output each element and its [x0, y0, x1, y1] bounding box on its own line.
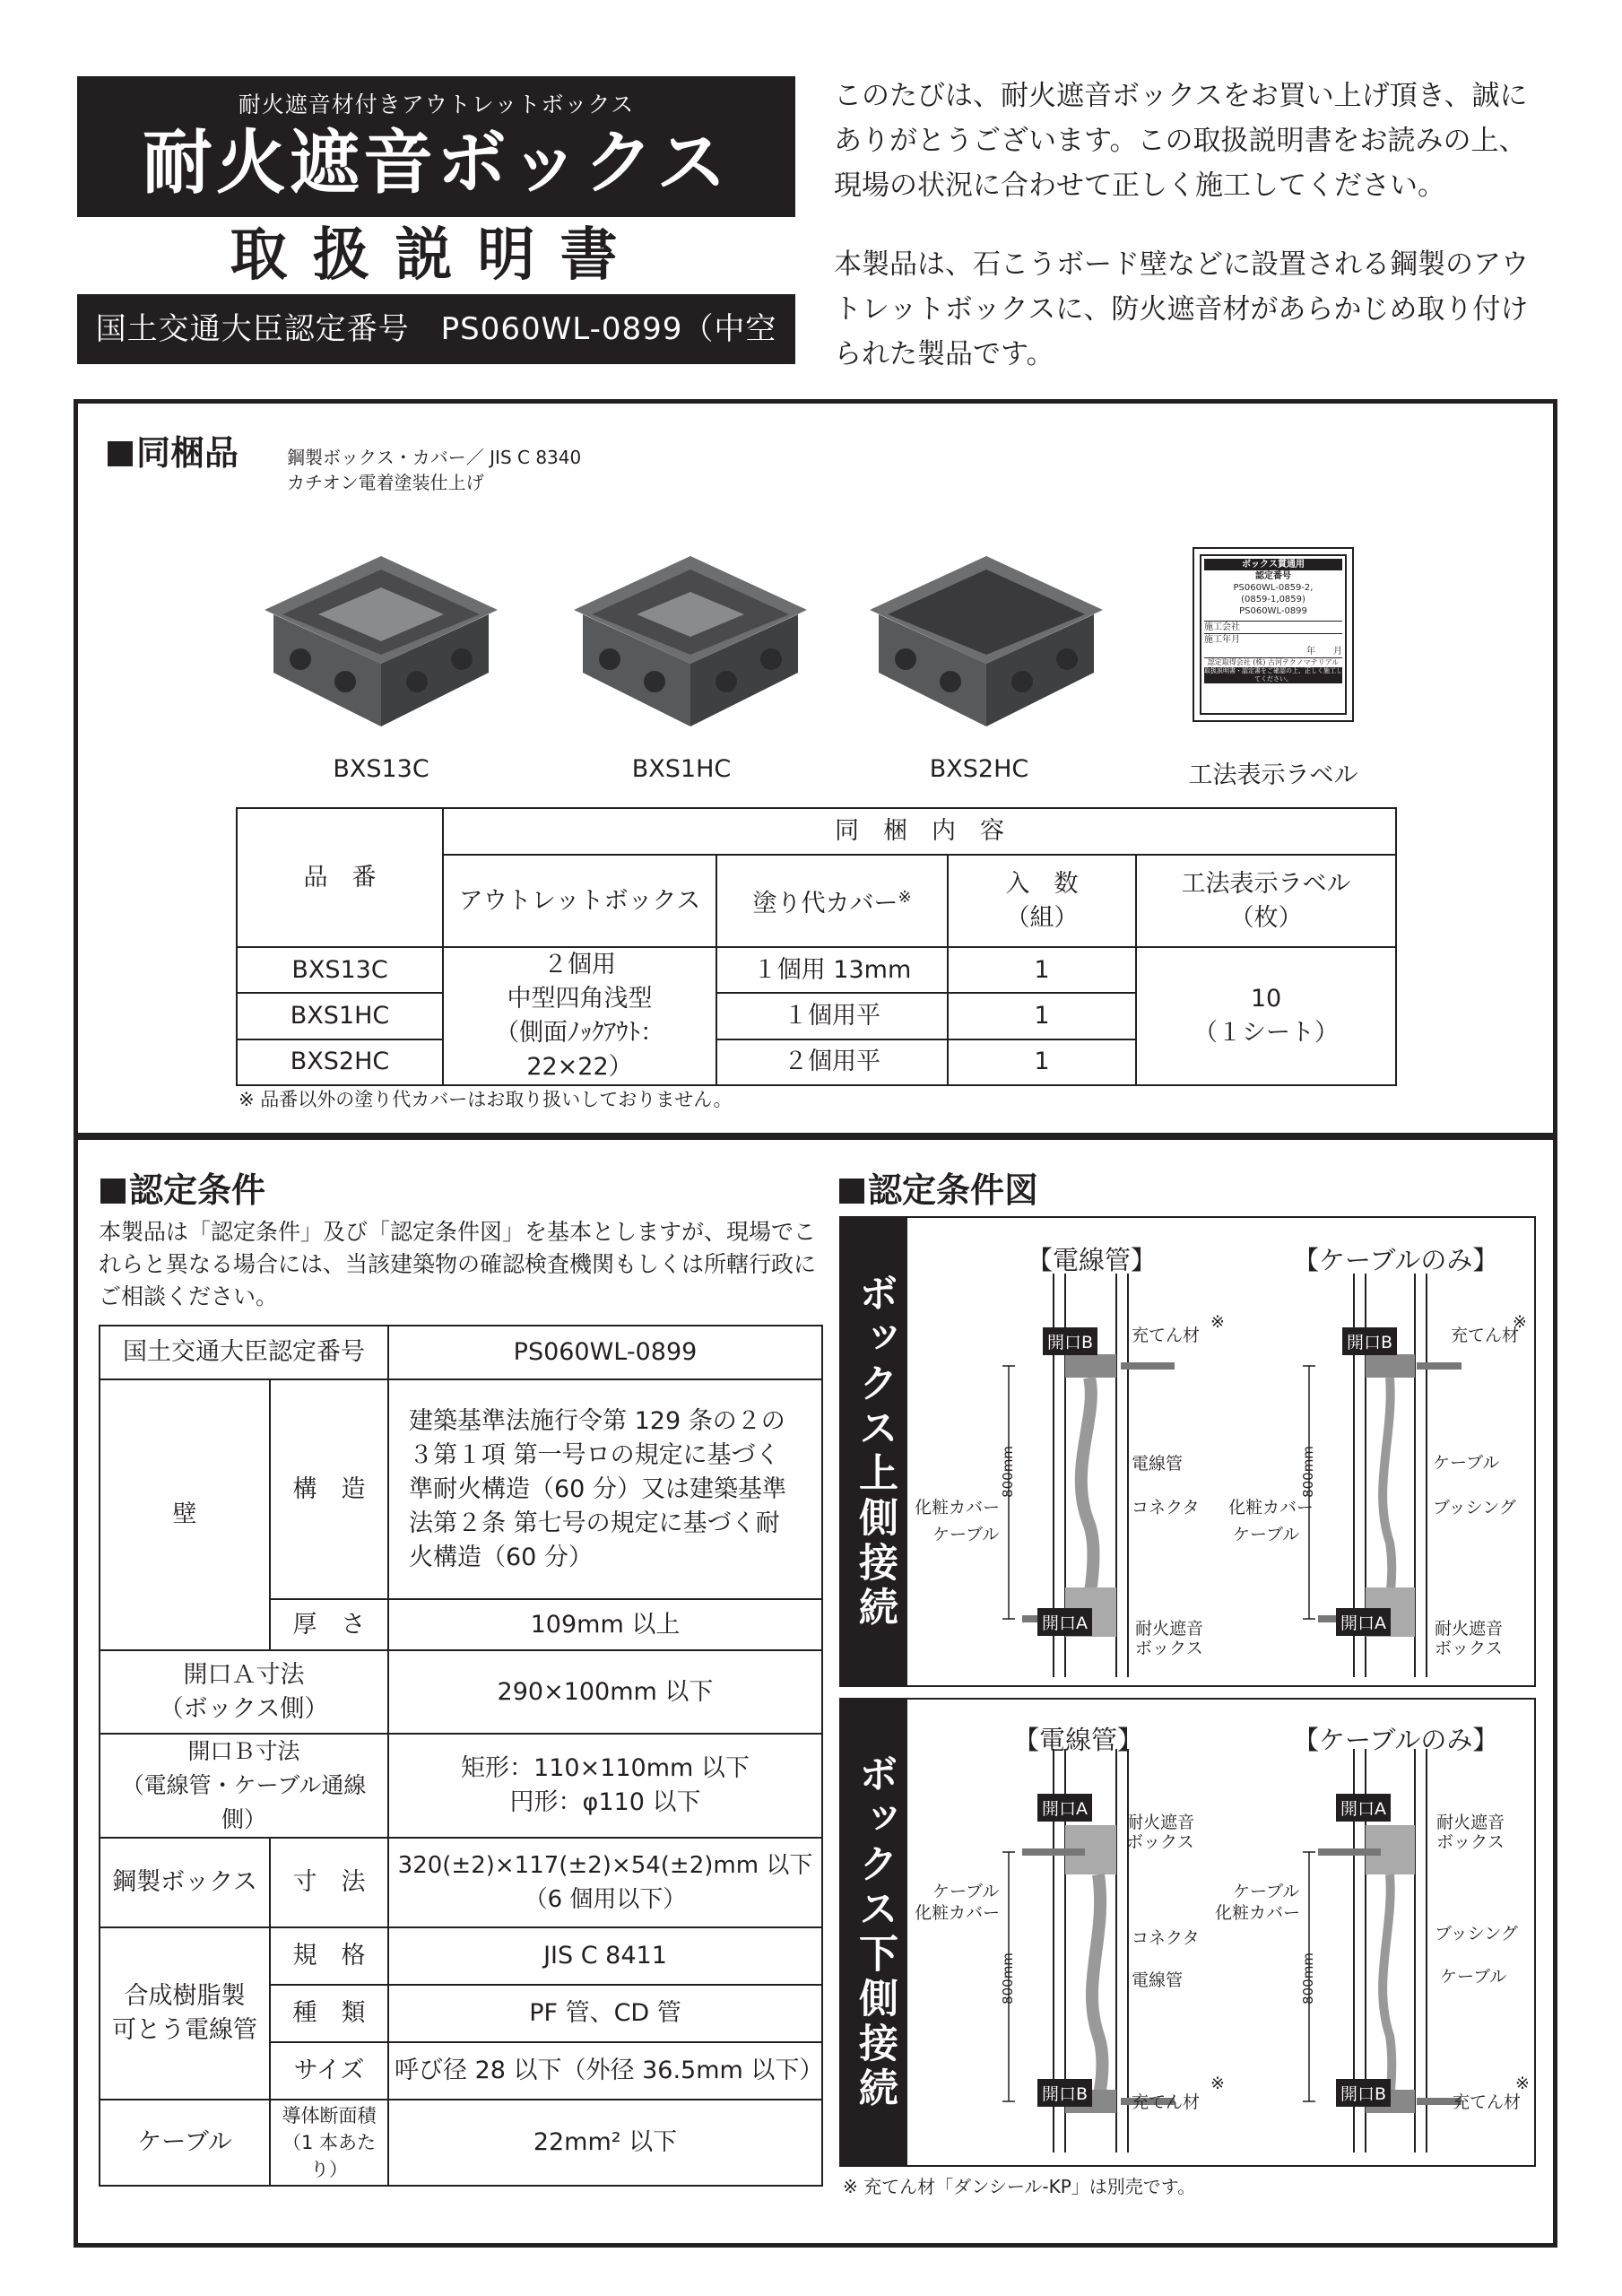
- col-cover-header: [716, 855, 948, 947]
- intro-paragraph-2: 本製品は、石こうボード壁などに設置される鋼製のアウトレットボックスに、防火遮音材があらかじめ取り付けられた製品です。: [834, 248, 1529, 370]
- intro-paragraph-1: このたびは、耐火遮音ボックスをお買い上げ頂き、誠にありがとうございます。この取扱説明書をお読みの上、現場の状況に合わせて正しく施工してください。: [834, 80, 1528, 202]
- conductor-label-2: （1 本あたり）: [282, 2132, 377, 2180]
- label-card-title: ボックス貫通用: [1204, 559, 1342, 570]
- openB-value-1: 矩形：110×110mm 以下: [461, 1754, 750, 1782]
- col-qty-label: 入 数: [1005, 869, 1079, 898]
- lower-box-label-1a: 耐火遮音: [1126, 1813, 1195, 1832]
- row-cover: １個用 13mm: [716, 947, 948, 993]
- header-title: 耐火遮音ボックス: [142, 123, 731, 204]
- upper-conduit-heading: 【電線管】: [1027, 1245, 1158, 1275]
- lower-box-label-2b: ボックス: [1436, 1832, 1505, 1852]
- product-image-bxs2hc: [861, 538, 1112, 735]
- header-subtitle: 耐火遮音材付きアウトレットボックス: [238, 91, 635, 117]
- dims-value-2: （6 個用以下）: [524, 1886, 687, 1913]
- openA-label-2: （ボックス側）: [159, 1694, 329, 1723]
- box-desc-1: ２個用: [543, 951, 616, 978]
- lower-cover-label-1: 化粧カバー: [915, 1903, 1001, 1923]
- lower-cable-label-2: ケーブル: [1233, 1882, 1300, 1901]
- conductor-label: [270, 2100, 388, 2186]
- lower-fill-2: 充てん材: [1453, 2092, 1522, 2112]
- dims-value-1: 320(±2)×117(±2)×54(±2)mm 以下: [397, 1852, 813, 1879]
- contents-title: 同梱品: [108, 425, 239, 474]
- openB-label: [100, 1734, 388, 1838]
- box-desc-3: （側面ﾉｯｸｱｳﾄ：22×22）: [495, 1019, 664, 1081]
- upper-fill-mark-1: ※: [1210, 1312, 1225, 1332]
- col-label-header: [1136, 855, 1396, 947]
- kind-label: 種 類: [270, 1985, 388, 2042]
- structure-value: 建築基準法施行令第 129 条の２の３第１項 第一号ロの規定に基づく準耐火構造（60 分）又は建築基準法第２条 第七号の規定に基づく耐火構造（60 分）: [388, 1379, 822, 1599]
- label-quantity: [1136, 947, 1396, 1085]
- conductor-value: 22mm² 以下: [388, 2100, 822, 2186]
- openB-label-2: （電線管・ケーブル通線側）: [121, 1772, 367, 1832]
- openA-value: 290×100mm 以下: [388, 1650, 822, 1734]
- box-description: [443, 947, 716, 1085]
- openA-label-1: 開口Ａ寸法: [183, 1660, 305, 1689]
- upper-fill-1: 充てん材: [1132, 1326, 1201, 1345]
- label-card-date-units: 年 月: [1306, 647, 1342, 657]
- method-label-image: [1193, 547, 1354, 722]
- label-card-company: 施工会社: [1204, 621, 1342, 633]
- thickness-label: 厚 さ: [270, 1599, 388, 1650]
- conditions-title: 認定条件: [100, 1162, 265, 1212]
- contents-table: [236, 807, 1397, 1086]
- upper-dim-1: 800mm: [999, 1446, 1016, 1498]
- upper-cable-label-3: ケーブル: [1233, 1525, 1300, 1544]
- cert-number-banner: 国土交通大臣認定番号 PS060WL-0899（中空壁）: [77, 294, 795, 364]
- upper-fill-mark-2: ※: [1513, 1312, 1527, 1332]
- structure-label: 構 造: [270, 1379, 388, 1599]
- row-qty: 1: [948, 947, 1136, 993]
- conductor-label-1: 導体断面積: [282, 2105, 377, 2126]
- lower-dim-1: 800mm: [999, 1952, 1016, 2005]
- lower-cable-label-3: ケーブル: [1440, 1967, 1507, 1987]
- upper-cover-label-2: 化粧カバー: [1228, 1498, 1314, 1518]
- std-label: 規 格: [270, 1927, 388, 1985]
- wall-label: 壁: [100, 1379, 270, 1650]
- label-card-footer2: 取扱説明書・認定書をご確認の上、正しく施工してください。: [1204, 667, 1342, 683]
- contents-spec-1: 鋼製ボックス・カバー／ JIS C 8340: [287, 447, 582, 468]
- upper-box-label-1a: 耐火遮音: [1135, 1619, 1204, 1639]
- lower-box-label-2a: 耐火遮音: [1436, 1813, 1505, 1832]
- lower-fill-1: 充てん材: [1132, 2092, 1201, 2112]
- label-card-cert: 認定番号: [1255, 571, 1291, 581]
- row-cover: １個用平: [716, 993, 948, 1039]
- upper-box-label-2b: ボックス: [1435, 1639, 1503, 1658]
- upper-connection-label: ボックス上側接続: [841, 1218, 907, 1685]
- product-caption-2: BXS1HC: [631, 755, 732, 783]
- contents-table-note: ※ 品番以外の塗り代カバーはお取り扱いしておりません。: [239, 1089, 733, 1110]
- openB-value: [388, 1734, 822, 1838]
- product-caption-4: 工法表示ラベル: [1188, 761, 1358, 789]
- manual-title: 取扱説明書: [230, 222, 643, 289]
- lower-fill-mark-2: ※: [1515, 2074, 1530, 2093]
- lower-openA-1: 開口A: [1037, 1794, 1092, 1822]
- kind-value: PF 管、CD 管: [388, 1985, 822, 2042]
- lower-cable-label-1: ケーブル: [932, 1882, 1000, 1901]
- product-caption-1: BXS13C: [333, 755, 429, 783]
- row-part: BXS1HC: [237, 993, 443, 1039]
- header-banner: [77, 76, 795, 217]
- lower-connector-label: コネクタ: [1132, 1928, 1200, 1948]
- row-part: BXS2HC: [237, 1039, 443, 1085]
- upper-openB-2: 開口B: [1342, 1327, 1397, 1355]
- col-cover-mark: ※: [898, 888, 912, 907]
- contents-spec-2: カチオン電着塗装仕上げ: [287, 472, 484, 493]
- lower-cable-heading: 【ケーブルのみ】: [1293, 1725, 1499, 1755]
- std-value: JIS C 8411: [388, 1927, 822, 1985]
- col-label-label: 工法表示ラベル: [1181, 869, 1351, 898]
- col-qty-unit: （組）: [1005, 903, 1079, 932]
- upper-box-label-1b: ボックス: [1135, 1639, 1203, 1658]
- upper-pipe-label: 電線管: [1132, 1454, 1184, 1474]
- col-group-header: 同 梱 内 容: [443, 808, 1396, 855]
- label-card-date: 施工年月: [1204, 633, 1342, 646]
- cert-label: 国土交通大臣認定番号: [100, 1326, 388, 1379]
- conditions-table: [99, 1325, 823, 2187]
- lower-openB-1: 開口B: [1037, 2079, 1092, 2107]
- lower-conduit-heading: 【電線管】: [1013, 1725, 1144, 1755]
- upper-dim-2: 800mm: [1299, 1446, 1316, 1498]
- row-cover: ２個用平: [716, 1039, 948, 1085]
- table-row: [237, 947, 1396, 993]
- size-label: サイズ: [270, 2042, 388, 2100]
- pipe-label-2: 可とう電線管: [112, 2016, 257, 2044]
- conditions-description: 本製品は「認定条件」及び「認定条件図」を基本としますが、現場でこれらと異なる場合には、当該建築物の確認検査機関もしくは所轄行政にご相談ください。: [99, 1219, 817, 1309]
- cable-label: ケーブル: [100, 2100, 270, 2186]
- col-label-unit: （枚）: [1229, 903, 1303, 932]
- lower-box-label-1b: ボックス: [1126, 1832, 1194, 1852]
- label-card-footer1: 認定取得会社 (株) 古河テクノマテリアル: [1204, 657, 1342, 667]
- row-part: BXS13C: [237, 947, 443, 993]
- label-card-num2: (0859-1,0859): [1241, 595, 1305, 604]
- lower-openB-2: 開口B: [1336, 2079, 1391, 2107]
- upper-box-label-2a: 耐火遮音: [1435, 1619, 1504, 1639]
- col-cover-label: 塗り代カバー: [752, 890, 898, 918]
- lower-openA-2: 開口A: [1336, 1794, 1391, 1822]
- diagram-note: ※ 充てん材「ダンシール-KP」は別売です。: [843, 2176, 1196, 2197]
- upper-cable-heading: 【ケーブルのみ】: [1293, 1245, 1499, 1275]
- label-card-num3: PS060WL-0899: [1239, 606, 1307, 616]
- lower-diagram-drawing: [906, 1740, 1533, 2161]
- dims-label: 寸 法: [270, 1838, 388, 1927]
- upper-cover-label-1: 化粧カバー: [915, 1498, 1001, 1518]
- label-qty: 10: [1250, 985, 1282, 1013]
- pipe-label-1: 合成樹脂製: [124, 1982, 246, 2010]
- col-part-header: 品 番: [237, 808, 443, 947]
- lower-bushing-label: ブッシング: [1435, 1924, 1518, 1944]
- openB-label-1: 開口Ｂ寸法: [187, 1738, 300, 1764]
- cert-value: PS060WL-0899: [388, 1326, 822, 1379]
- upper-openA-1: 開口A: [1037, 1608, 1092, 1636]
- upper-openA-2: 開口A: [1336, 1608, 1391, 1636]
- size-value: 呼び径 28 以下（外径 36.5mm 以下）: [388, 2042, 822, 2100]
- diagram-title: 認定条件図: [839, 1162, 1038, 1212]
- upper-fill-2: 充てん材: [1451, 1326, 1520, 1345]
- pipe-label: [100, 1927, 270, 2100]
- row-qty: 1: [948, 1039, 1136, 1085]
- label-qty-sheet: （１シート）: [1193, 1019, 1339, 1047]
- openA-label: [100, 1650, 388, 1734]
- row-qty: 1: [948, 993, 1136, 1039]
- product-caption-3: BXS2HC: [929, 755, 1029, 783]
- lower-fill-mark-1: ※: [1210, 2074, 1225, 2093]
- label-card-num1: PS060WL-0859-2,: [1233, 583, 1314, 593]
- openB-value-2: 円形：φ110 以下: [509, 1788, 701, 1816]
- upper-openB-1: 開口B: [1043, 1327, 1097, 1355]
- col-qty-header: [948, 855, 1136, 947]
- upper-cable-label-2: ケーブル: [1433, 1453, 1500, 1473]
- box-desc-2: 中型四角浅型: [507, 985, 653, 1013]
- lower-cover-label-2: 化粧カバー: [1215, 1903, 1301, 1923]
- product-image-bxs1hc: [565, 538, 816, 735]
- steel-label: 鋼製ボックス: [100, 1838, 270, 1927]
- upper-cable-label-1: ケーブル: [932, 1525, 1000, 1544]
- product-image-bxs13c: [256, 538, 507, 735]
- thickness-value: 109mm 以上: [388, 1599, 822, 1650]
- lower-pipe-label: 電線管: [1132, 1970, 1184, 1990]
- col-box-header: アウトレットボックス: [443, 855, 716, 947]
- upper-bushing-label: ブッシング: [1433, 1498, 1516, 1518]
- lower-dim-2: 800mm: [1299, 1952, 1316, 2005]
- dims-value: [388, 1838, 822, 1927]
- upper-connector-label: コネクタ: [1132, 1498, 1200, 1518]
- lower-connection-label: ボックス下側接続: [841, 1700, 907, 2165]
